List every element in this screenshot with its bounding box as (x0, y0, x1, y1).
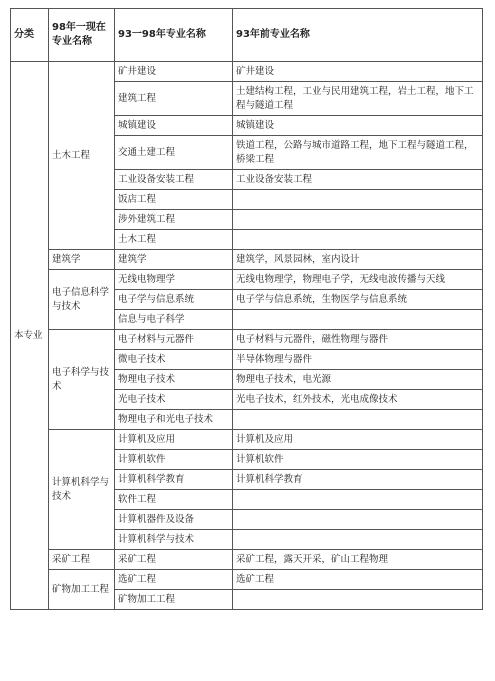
name-93-98: 城镇建设 (115, 116, 233, 136)
header-pre-93-name: 93年前专业名称 (233, 9, 483, 62)
name-93-98: 交通土建工程 (115, 136, 233, 170)
name-93-98: 计算机器件及设备 (115, 510, 233, 530)
name-pre-93 (233, 530, 483, 550)
name-pre-93 (233, 510, 483, 530)
name-pre-93 (233, 410, 483, 430)
group-caikuang: 采矿工程 (49, 550, 115, 570)
name-93-98: 计算机及应用 (115, 430, 233, 450)
name-pre-93: 计算机软件 (233, 450, 483, 470)
name-pre-93: 光电子技术，红外技术，光电成像技术 (233, 390, 483, 410)
name-93-98: 计算机科学与技术 (115, 530, 233, 550)
name-pre-93: 铁道工程，公路与城市道路工程，地下工程与隧道工程，桥梁工程 (233, 136, 483, 170)
name-93-98: 建筑学 (115, 250, 233, 270)
name-93-98: 物理电子和光电子技术 (115, 410, 233, 430)
name-93-98: 物理电子技术 (115, 370, 233, 390)
name-93-98: 光电子技术 (115, 390, 233, 410)
header-row (11, 9, 483, 62)
name-pre-93: 半导体物理与器件 (233, 350, 483, 370)
major-table-container (10, 8, 482, 610)
name-93-98: 软件工程 (115, 490, 233, 510)
name-93-98: 工业设备安装工程 (115, 170, 233, 190)
name-pre-93: 矿井建设 (233, 62, 483, 82)
name-93-98: 采矿工程 (115, 550, 233, 570)
major-name-table (10, 8, 483, 610)
table-row (11, 430, 483, 450)
name-pre-93 (233, 230, 483, 250)
name-93-98: 选矿工程 (115, 570, 233, 590)
table-row (11, 270, 483, 290)
table-row (11, 250, 483, 270)
name-pre-93: 建筑学，风景园林，室内设计 (233, 250, 483, 270)
group-tumu: 土木工程 (49, 62, 115, 250)
name-pre-93: 城镇建设 (233, 116, 483, 136)
name-pre-93: 物理电子技术，电光源 (233, 370, 483, 390)
header-93-98-name: 93一98年专业名称 (115, 9, 233, 62)
name-93-98: 土木工程 (115, 230, 233, 250)
table-row (11, 62, 483, 82)
name-pre-93 (233, 190, 483, 210)
group-dianzikexue: 电子科学与技术 (49, 330, 115, 430)
name-93-98: 信息与电子科学 (115, 310, 233, 330)
category-cell: 本专业 (11, 62, 49, 610)
table-row (11, 330, 483, 350)
name-pre-93: 计算机科学教育 (233, 470, 483, 490)
header-current-name: 98年一现在专业名称 (49, 9, 115, 62)
name-93-98: 矿物加工工程 (115, 590, 233, 610)
name-pre-93: 电子学与信息系统，生物医学与信息系统 (233, 290, 483, 310)
name-pre-93: 无线电物理学，物理电子学，无线电波传播与天线 (233, 270, 483, 290)
name-pre-93: 计算机及应用 (233, 430, 483, 450)
group-dianzixinxi: 电子信息科学与技术 (49, 270, 115, 330)
name-93-98: 饭店工程 (115, 190, 233, 210)
name-93-98: 矿井建设 (115, 62, 233, 82)
name-93-98: 计算机科学教育 (115, 470, 233, 490)
name-93-98: 电子学与信息系统 (115, 290, 233, 310)
name-pre-93: 采矿工程，露天开采，矿山工程物理 (233, 550, 483, 570)
name-93-98: 计算机软件 (115, 450, 233, 470)
table-row (11, 550, 483, 570)
name-93-98: 无线电物理学 (115, 270, 233, 290)
table-row (11, 570, 483, 590)
group-jianzhu: 建筑学 (49, 250, 115, 270)
name-pre-93 (233, 310, 483, 330)
group-kuangwu: 矿物加工工程 (49, 570, 115, 610)
name-93-98: 涉外建筑工程 (115, 210, 233, 230)
name-pre-93: 工业设备安装工程 (233, 170, 483, 190)
name-pre-93 (233, 490, 483, 510)
group-jisuanji: 计算机科学与技术 (49, 430, 115, 550)
name-pre-93: 电子材料与元器件，磁性物理与器件 (233, 330, 483, 350)
name-pre-93 (233, 210, 483, 230)
name-pre-93: 选矿工程 (233, 570, 483, 590)
name-93-98: 微电子技术 (115, 350, 233, 370)
name-93-98: 建筑工程 (115, 82, 233, 116)
name-93-98: 电子材料与元器件 (115, 330, 233, 350)
name-pre-93 (233, 590, 483, 610)
name-pre-93: 土建结构工程，工业与民用建筑工程，岩土工程，地下工程与隧道工程 (233, 82, 483, 116)
header-category: 分类 (11, 9, 49, 62)
